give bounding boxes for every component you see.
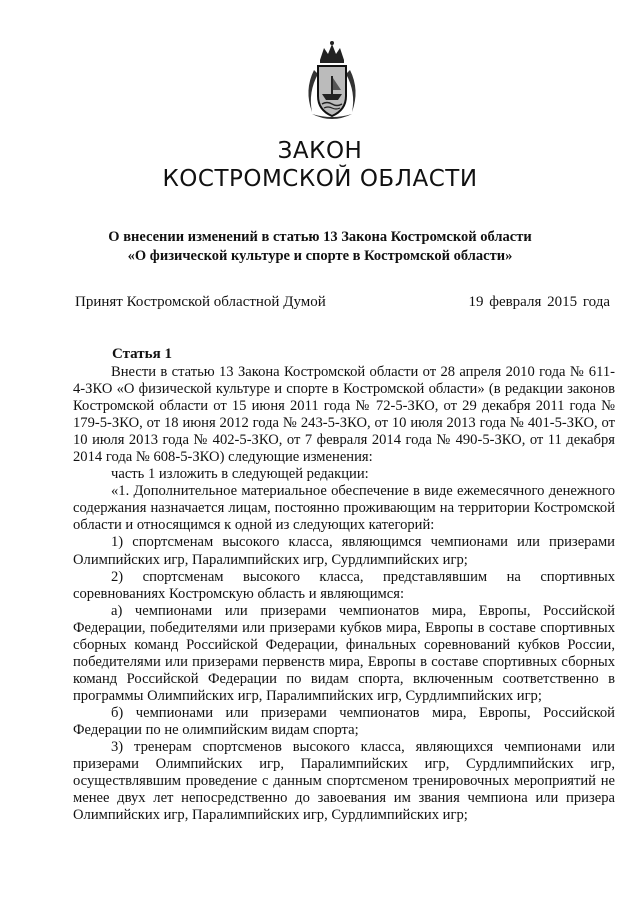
paragraph: 2) спортсменам высокого класса, представлявшим на спортивных соревнованиях Костромскую область и являющимся: (73, 568, 615, 602)
paragraph: «1. Дополнительное материальное обеспечение в виде ежемесячного денежного содержания назначается лицам, постоянно проживающим на территории Костромской области и относящимся к одной из следующих категорий: (73, 483, 615, 534)
article-title: Статья 1 (112, 346, 172, 362)
article-body (73, 364, 615, 824)
law-subtitle-line-1: О внесении изменений в статью 13 Закона Костромской области (108, 229, 532, 245)
coat-of-arms-emblem-icon (298, 40, 366, 124)
paragraph: б) чемпионами или призерами чемпионатов мира, Европы, Российской Федерации по не олимпийским видам спорта; (73, 704, 615, 738)
paragraph: 1) спортсменам высокого класса, являющимся чемпионами или призерами Олимпийских игр, Паралимпийских игр, Сурдлимпийских игр; (73, 534, 615, 568)
adopted-by: Принят Костромской областной Думой (75, 294, 326, 310)
paragraph: Внести в статью 13 Закона Костромской области от 28 апреля 2010 года № 611-4-ЗКО «О физической культуре и спорте в Костромской области» (в редакции законов Костромской области от 15 июня 2011 года № 72-5-ЗКО, от 29 декабря 2011 года № 179-5-ЗКО, от 18 июня 2012 года № 243-5-ЗКО, от 10 июля 2013 года № 401-5-ЗКО, от 10 июля 2013 года № 402-5-ЗКО, от 7 февраля 2014 года № 490-5-ЗКО, от 11 декабря 2014 года № 608-5-ЗКО) следующие изменения: (73, 364, 615, 466)
paragraph: часть 1 изложить в следующей редакции: (111, 466, 369, 483)
paragraph: 3) тренерам спортсменов высокого класса, являющихся чемпионами или призерами Олимпийских игр, Паралимпийских игр, Сурдлимпийских игр, осуществлявшим проведение с данным спортсменом тренировочных мероприятий не менее двух лет непосредственно до завоевания им звания чемпиона или призера Олимпийских игр, Паралимпийских игр, Сурдлимпийских игр; (73, 739, 615, 824)
adopted-date: 19 февраля 2015 года (468, 294, 610, 310)
paragraph: а) чемпионами или призерами чемпионатов мира, Европы, Российской Федерации, победителями или призерами кубков мира, Европы в составе спортивных сборных команд Российской Федерации, финальных соревнований кубков России, победителями или призерами первенств мира, Европы в составе спортивных сборных команд Российской Федерации по видам спорта, включенным соответственно в программы Олимпийских игр, Паралимпийских игр, Сурдлимпийских игр; (73, 602, 615, 704)
region-heading: КОСТРОМСКОЙ ОБЛАСТИ (162, 166, 478, 192)
law-heading: ЗАКОН (277, 138, 363, 164)
law-subtitle-line-2: «О физической культуре и спорте в Костромской области» (127, 248, 513, 264)
